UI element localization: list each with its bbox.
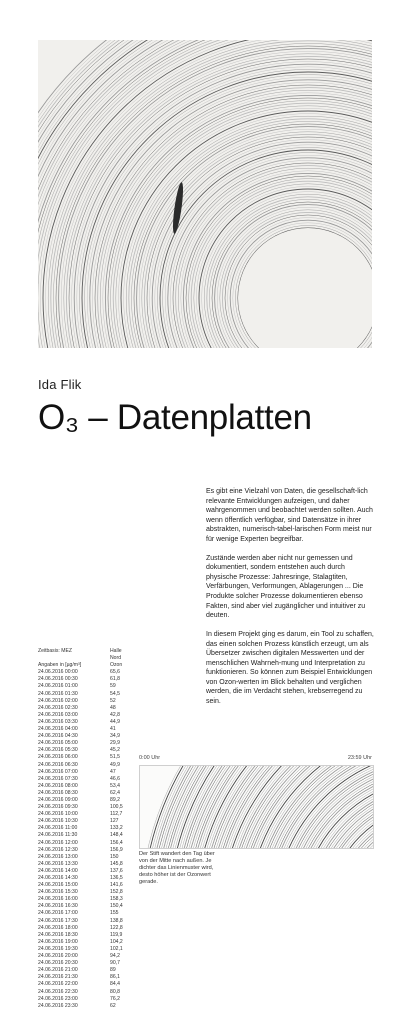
row-timestamp: 24.06.2016 15:00 [38,882,78,889]
table-row [38,875,132,882]
row-ozone-value: 62 [110,1002,116,1009]
table-row [38,882,132,889]
intro-text [206,487,376,716]
table-row [38,946,132,953]
table-row [38,698,132,705]
row-ozone-value: 90,7 [110,960,120,967]
ozone-data-table [38,648,132,1010]
table-row [38,769,132,776]
table-header-unit: Angaben in [µg/m³] [38,662,82,669]
row-timestamp: 24.06.2016 04:30 [38,733,78,740]
row-timestamp: 24.06.2016 09:30 [38,804,78,811]
row-timestamp: 24.06.2016 07:30 [38,775,78,782]
row-ozone-value: 41 [110,726,116,733]
row-timestamp: 24.06.2016 02:30 [38,704,78,711]
page-title: O₃ – Datenplatten [38,398,312,437]
table-row [38,903,132,910]
row-ozone-value: 61,8 [110,676,120,683]
row-timestamp: 24.06.2016 05:00 [38,740,78,747]
row-ozone-value: 47 [110,768,116,775]
row-timestamp: 24.06.2016 08:30 [38,789,78,796]
author-name: Ida Flik [38,377,82,392]
row-ozone-value: 80,8 [110,988,120,995]
table-row [38,776,132,783]
row-ozone-value: 53,4 [110,782,120,789]
plate-ring [296,772,373,848]
row-ozone-value: 156,9 [110,846,123,853]
row-ozone-value: 152,8 [110,889,123,896]
row-ozone-value: 138,8 [110,917,123,924]
plate-ring [167,766,373,848]
plate-detail-rings [140,766,373,848]
table-row [38,818,132,825]
row-timestamp: 24.06.2016 07:00 [38,768,78,775]
row-timestamp: 24.06.2016 20:30 [38,960,78,967]
row-timestamp: 24.06.2016 03:00 [38,711,78,718]
row-timestamp: 24.06.2016 09:00 [38,796,78,803]
table-header-measure: Ozon [110,662,123,669]
row-timestamp: 24.06.2016 23:00 [38,995,78,1002]
table-row [38,762,132,769]
table-row [38,960,132,967]
row-timestamp: 24.06.2016 11:30 [38,832,78,839]
row-ozone-value: 148,4 [110,832,123,839]
row-ozone-value: 54,5 [110,690,120,697]
row-timestamp: 24.06.2016 04:00 [38,726,78,733]
row-timestamp: 24.06.2016 06:00 [38,754,78,761]
table-row [38,797,132,804]
row-timestamp: 24.06.2016 18:30 [38,931,78,938]
row-ozone-value: 59 [110,683,116,690]
row-timestamp: 24.06.2016 10:30 [38,818,78,825]
row-ozone-value: 112,7 [110,811,123,818]
table-row [38,804,132,811]
row-ozone-value: 133,2 [110,825,123,832]
table-body [38,669,132,1010]
row-timestamp: 24.06.2016 17:00 [38,910,78,917]
table-row [38,996,132,1003]
row-timestamp: 24.06.2016 13:30 [38,860,78,867]
table-row [38,910,132,917]
table-row [38,953,132,960]
row-ozone-value: 86,1 [110,974,120,981]
table-row [38,939,132,946]
row-ozone-value: 119,9 [110,931,123,938]
plate-ring [305,781,373,848]
plate-detail-image [139,765,374,849]
start-time-label: 0:00 Uhr [139,755,161,761]
row-timestamp: 24.06.2016 14:30 [38,875,78,881]
table-row [38,811,132,818]
row-timestamp: 24.06.2016 19:30 [38,945,78,952]
table-row [38,790,132,797]
row-ozone-value: 42,8 [110,711,120,718]
table-row [38,840,132,847]
table-header [38,648,132,662]
table-row [38,676,132,683]
row-timestamp: 24.06.2016 19:00 [38,938,78,945]
plate-ring [316,792,373,848]
row-timestamp: 24.06.2016 00:00 [38,669,78,676]
row-timestamp: 24.06.2016 08:00 [38,782,78,789]
row-ozone-value: 156,4 [110,839,123,846]
row-ozone-value: 52 [110,697,116,704]
table-row [38,726,132,733]
row-timestamp: 24.06.2016 22:00 [38,981,78,988]
row-ozone-value: 122,8 [110,924,123,931]
row-ozone-value: 29,9 [110,740,120,747]
table-row [38,719,132,726]
table-row [38,669,132,676]
plate-caption: Der Stift wandert den Tag über von der Mitte nach außen. Je dichter das Linienmuster wird, desto höher ist der Ozonwert gerade. [139,851,215,886]
row-timestamp: 24.06.2016 21:00 [38,967,78,974]
table-row [38,967,132,974]
table-row [38,847,132,854]
row-timestamp: 24.06.2016 20:00 [38,953,78,960]
table-row [38,861,132,868]
table-row [38,889,132,896]
row-timestamp: 24.06.2016 17:30 [38,917,78,924]
row-ozone-value: 48 [110,704,116,711]
table-row [38,974,132,981]
table-row [38,712,132,719]
table-row [38,691,132,698]
plate-center [238,228,372,348]
plate-ring [255,766,373,848]
table-header [38,662,132,669]
row-timestamp: 24.06.2016 10:00 [38,811,78,818]
table-row [38,740,132,747]
row-ozone-value: 158,3 [110,896,123,903]
plate-ring [189,766,373,848]
row-ozone-value: 44,9 [110,718,120,725]
table-header-timebase: Zeitbasis: MEZ [38,648,72,654]
table-header-station: Halle Nord [110,648,122,662]
table-row [38,754,132,761]
row-ozone-value: 62,4 [110,789,120,796]
row-ozone-value: 89,2 [110,796,120,803]
row-timestamp: 24.06.2016 01:00 [38,683,78,690]
table-row [38,918,132,925]
row-timestamp: 24.06.2016 23:30 [38,1002,78,1009]
row-ozone-value: 137,6 [110,867,123,874]
row-ozone-value: 100,5 [110,804,123,811]
table-row [38,868,132,875]
row-timestamp: 24.06.2016 13:00 [38,853,78,860]
table-row [38,783,132,790]
row-timestamp: 24.06.2016 22:30 [38,988,78,995]
intro-paragraph: Zustände werden aber nicht nur gemessen und dokumentiert, sondern entstehen auch durch physische Prozesse: Jahresringe, Stalagtiten, Verfärbungen, Verformungen, Ablagerungen ... Die Produkte solcher Prozesse dokumentieren ebenso Fakten, sind aber viel zugänglicher und intuitiver zu deuten. [206,554,366,620]
row-ozone-value: 94,2 [110,953,120,960]
table-row [38,1003,132,1010]
row-ozone-value: 46,6 [110,775,120,782]
row-timestamp: 24.06.2016 02:00 [38,697,78,704]
row-ozone-value: 51,5 [110,754,120,761]
plate-ring [371,847,373,848]
row-timestamp: 24.06.2016 00:30 [38,676,78,683]
row-timestamp: 24.06.2016 05:30 [38,747,78,754]
row-ozone-value: 155 [110,910,119,917]
row-timestamp: 24.06.2016 01:30 [38,690,78,697]
row-ozone-value: 150,4 [110,903,123,910]
row-timestamp: 24.06.2016 15:30 [38,889,78,896]
row-timestamp: 24.06.2016 11:00 [38,825,78,832]
row-ozone-value: 141,6 [110,882,123,889]
end-time-label: 23:59 Uhr [347,755,372,761]
table-row [38,989,132,996]
plate-ring [237,766,373,848]
row-timestamp: 24.06.2016 16:00 [38,896,78,903]
intro-paragraph: In diesem Projekt ging es darum, ein Tool zu schaffen, das einen solchen Prozess künstlich erzeugt, um als Übersetzer zwischen digitalen Messwerten und der menschlichen Wahrneh-mung und Interpretation zu funktionieren. So können zum Beispiel Entwicklungen von Ozon-werten im Blick behalten und verglichen werden, die im Verdacht stehen, krebserregend zu sein. [206,631,374,705]
row-timestamp: 24.06.2016 12:30 [38,846,78,853]
row-ozone-value: 136,5 [110,875,123,881]
table-row [38,925,132,932]
row-ozone-value: 76,2 [110,995,120,1002]
intro-paragraph: Es gibt eine Vielzahl von Daten, die gesellschaft-lich relevante Entwicklungen aufzeigen, und daher wahrgenommen und beobachtet werden sollten. Auch wenn öffentlich verfügbar, sind Datensätze in ihrer abstrakten, numerisch-tabel-larischen Form meist nur für wenige Experten begreifbar. [206,488,373,543]
row-ozone-value: 127 [110,818,119,825]
row-timestamp: 24.06.2016 03:30 [38,718,78,725]
row-timestamp: 24.06.2016 18:00 [38,924,78,931]
row-ozone-value: 34,9 [110,733,120,740]
row-ozone-value: 102,1 [110,945,123,952]
table-row [38,733,132,740]
row-ozone-value: 145,8 [110,860,123,867]
table-row [38,981,132,988]
plate-ring [356,832,373,848]
plate-ring [200,766,373,848]
table-row [38,705,132,712]
table-row [38,896,132,903]
row-ozone-value: 49,9 [110,761,120,768]
table-row [38,932,132,939]
row-ozone-value: 89 [110,967,116,974]
row-timestamp: 24.06.2016 06:30 [38,761,78,768]
table-row [38,832,132,839]
data-plate-photo [38,40,372,348]
table-row [38,747,132,754]
row-ozone-value: 150 [110,853,119,860]
hero-image [38,40,372,348]
table-row [38,854,132,861]
table-row [38,825,132,832]
row-timestamp: 24.06.2016 12:00 [38,839,78,846]
row-ozone-value: 104,2 [110,938,123,945]
row-ozone-value: 84,4 [110,981,120,988]
row-ozone-value: 45,2 [110,747,120,754]
table-row [38,683,132,690]
row-ozone-value: 65,6 [110,669,120,676]
row-timestamp: 24.06.2016 14:00 [38,867,78,874]
row-timestamp: 24.06.2016 21:30 [38,974,78,981]
row-timestamp: 24.06.2016 16:30 [38,903,78,910]
